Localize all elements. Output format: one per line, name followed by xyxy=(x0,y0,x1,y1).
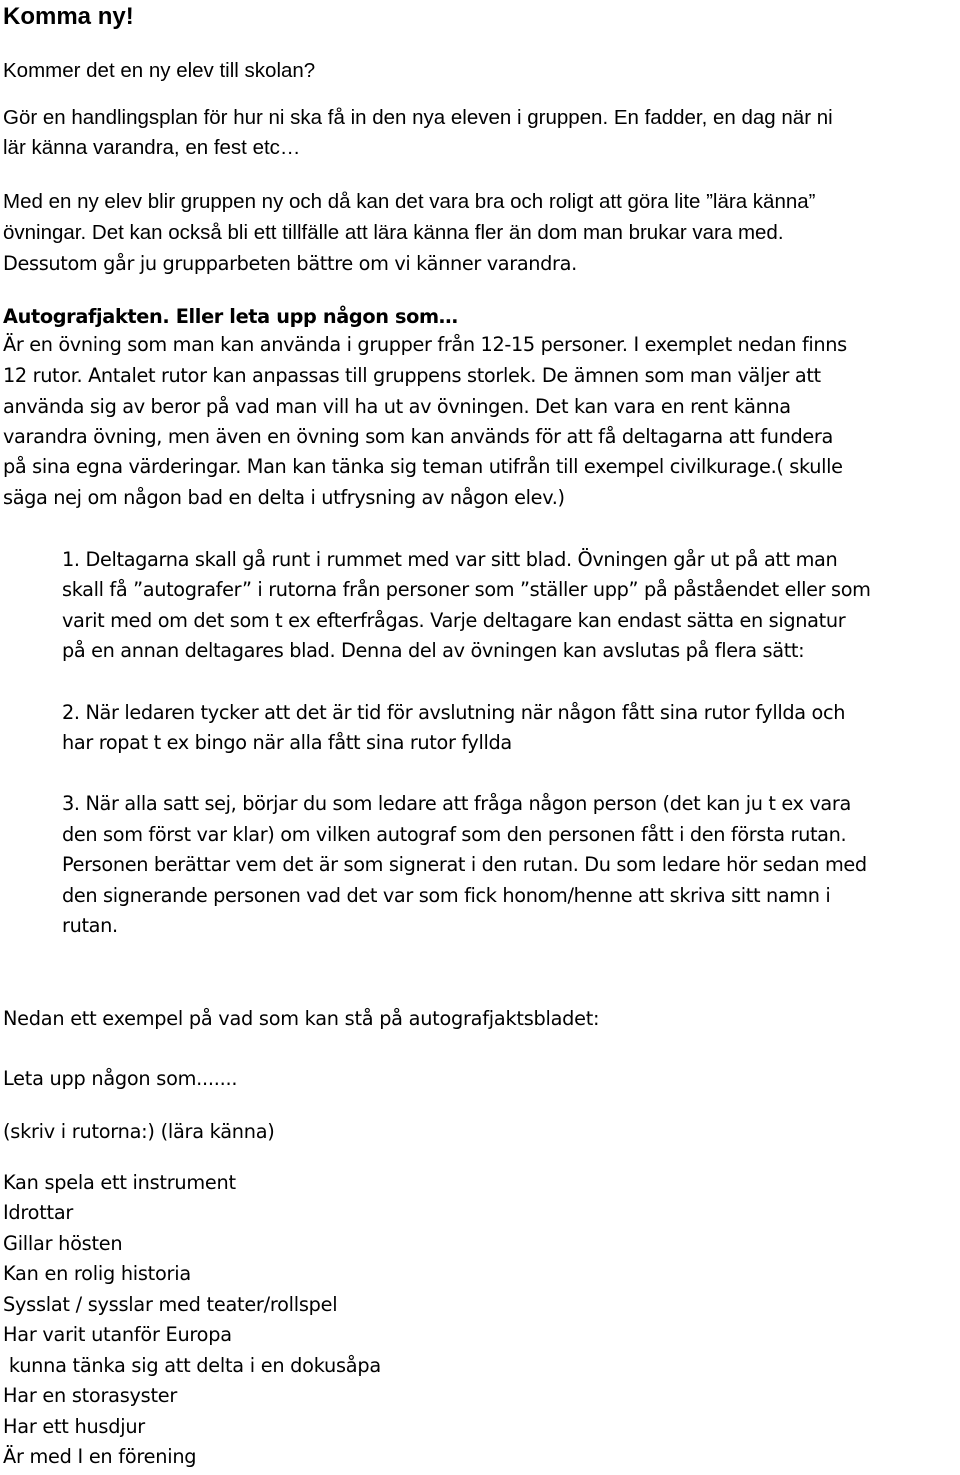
new-group-line-1: Med en ny elev blir gruppen ny och då kan det vara bra och roligt att göra lite ”lära känna” xyxy=(3,190,816,213)
exercise-desc-line-1: Är en övning som man kan använda i grupper från 12-15 personer. I exemplet nedan finns xyxy=(3,333,847,356)
exercise-desc-line-4: varandra övning, men även en övning som kan används för att få deltagarna att fundera xyxy=(3,425,833,448)
sheet-item: Har varit utanför Europa xyxy=(3,1323,232,1346)
exercise-heading: Autografjakten. Eller leta upp någon som… xyxy=(3,305,458,328)
sheet-intro: Nedan ett exempel på vad som kan stå på autografjaktsbladet: xyxy=(3,1007,600,1030)
step-3-line-3: Personen berättar vem det är som signerat i den rutan. Du som ledare hör sedan med xyxy=(62,853,867,876)
exercise-desc-line-5: på sina egna värderingar. Man kan tänka sig teman utifrån till exempel civilkurage.( skulle xyxy=(3,455,843,478)
intro-question: Kommer det en ny elev till skolan? xyxy=(3,59,316,82)
sheet-item: Har ett husdjur xyxy=(3,1415,145,1438)
sheet-item: Sysslat / sysslar med teater/rollspel xyxy=(3,1293,338,1316)
sheet-item: kunna tänka sig att delta i en dokusåpa xyxy=(3,1354,381,1377)
plan-line-2: lär känna varandra, en fest etc… xyxy=(3,136,301,159)
step-3-line-2: den som först var klar) om vilken autograf som den personen fått i den första rutan. xyxy=(62,823,847,846)
step-2-line-2: har ropat t ex bingo när alla fått sina rutor fyllda xyxy=(62,731,512,754)
sheet-item: Idrottar xyxy=(3,1201,74,1224)
plan-line-1: Gör en handlingsplan för hur ni ska få in den nya eleven i gruppen. En fadder, en dag när ni xyxy=(3,106,833,129)
step-1-line-4: på en annan deltagares blad. Denna del av övningen kan avslutas på flera sätt: xyxy=(62,639,805,662)
new-group-line-2: övningar. Det kan också bli ett tillfälle att lära känna fler än dom man brukar vara med. xyxy=(3,221,784,244)
step-2-line-1: 2. När ledaren tycker att det är tid för avslutning när någon fått sina rutor fyllda och xyxy=(62,701,846,724)
sheet-item: Gillar hösten xyxy=(3,1232,123,1255)
exercise-desc-line-6: säga nej om någon bad en delta i utfrysning av någon elev.) xyxy=(3,486,565,509)
sheet-item: Kan spela ett instrument xyxy=(3,1171,236,1194)
sheet-instruction: (skriv i rutorna:) (lära känna) xyxy=(3,1120,275,1143)
step-3-line-1: 3. När alla satt sej, börjar du som ledare att fråga någon person (det kan ju t ex vara xyxy=(62,792,851,815)
step-3-line-5: rutan. xyxy=(62,914,118,937)
exercise-desc-line-3: använda sig av beror på vad man vill ha ut av övningen. Det kan vara en rent känna xyxy=(3,395,791,418)
sheet-lead: Leta upp någon som....... xyxy=(3,1067,238,1090)
step-3-line-4: den signerande personen vad det var som fick honom/henne att skriva sitt namn i xyxy=(62,884,831,907)
step-1-line-3: varit med om det som t ex efterfrågas. Varje deltagare kan endast sätta en signatur xyxy=(62,609,846,632)
sheet-item: Kan en rolig historia xyxy=(3,1262,191,1285)
page-title: Komma ny! xyxy=(3,3,134,30)
step-1-line-1: 1. Deltagarna skall gå runt i rummet med var sitt blad. Övningen går ut på att man xyxy=(62,548,838,571)
sheet-item: Har en storasyster xyxy=(3,1384,178,1407)
exercise-desc-line-2: 12 rutor. Antalet rutor kan anpassas till gruppens storlek. De ämnen som man väljer att xyxy=(3,364,821,387)
step-1-line-2: skall få ”autografer” i rutorna från personer som ”ställer upp” på påståendet eller som xyxy=(62,578,871,601)
sheet-item: Är med I en förening xyxy=(3,1445,197,1468)
new-group-line-3: Dessutom går ju grupparbeten bättre om vi känner varandra. xyxy=(3,252,577,275)
